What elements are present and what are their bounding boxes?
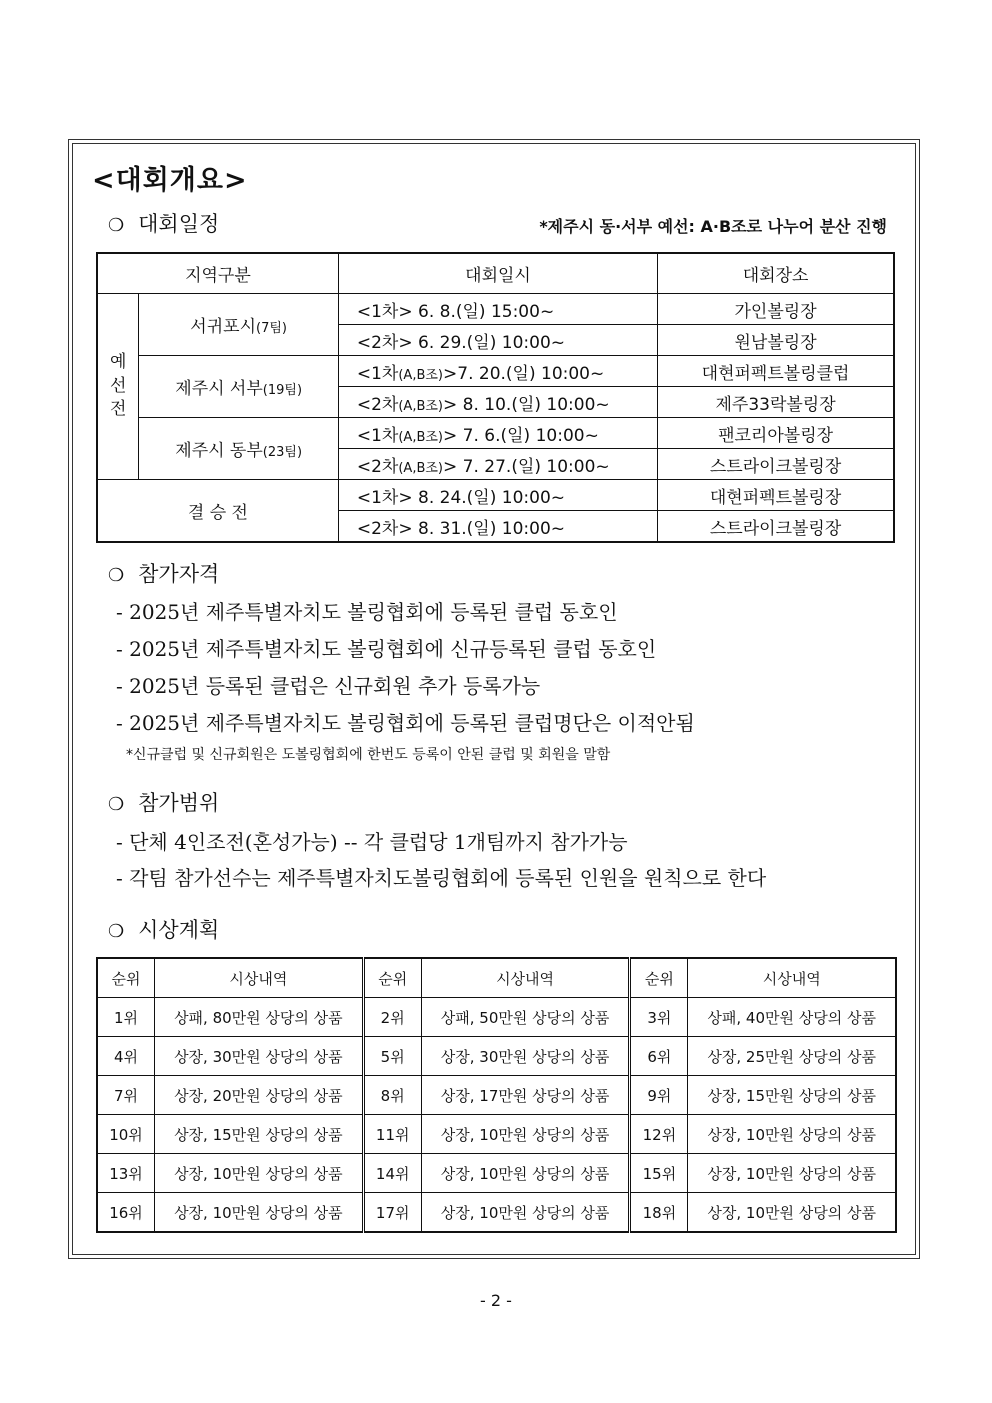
schedule-note: *제주시 동·서부 예선: A·B조로 나누어 분산 진행 [539,217,887,236]
section-schedule-label: 대회일정 [138,212,220,236]
round-date [338,511,657,543]
prize-description: 상장, 20만원 상당의 상품 [155,1076,364,1115]
round-datetime: >7. 20.(일) 10:00~ [443,363,605,384]
region-teams: (23팀) [262,445,303,460]
scope-item: - 각팀 참가선수는 제주특별자치도볼링협회에 등록된 인원을 원칙으로 한다 [116,866,767,890]
prize-rank: 1위 [97,998,155,1037]
prize-description: 상패, 80만원 상당의 상품 [155,998,364,1037]
table-row [97,1076,896,1115]
round-date [338,449,657,480]
page-title: <대회개요> [92,165,248,196]
prize-description: 상장, 15만원 상당의 상품 [155,1115,364,1154]
circle-bullet-icon: ❍ [108,215,125,236]
venue: 가인볼링장 [658,294,894,325]
section-awards [108,914,219,944]
prize-description: 상장, 25만원 상당의 상품 [688,1037,896,1076]
schedule-header-row [97,253,894,294]
prize-rank: 7위 [97,1076,155,1115]
region-name: 서귀포시 [190,317,256,337]
prize-rank: 18위 [630,1193,688,1233]
prize-rank: 5위 [363,1037,421,1076]
venue: 스트라이크볼링장 [658,449,894,480]
prize-description: 상장, 10만원 상당의 상품 [421,1193,630,1233]
prelim-char: 전 [109,399,127,420]
header-rank: 순위 [630,958,688,998]
circle-bullet-icon: ❍ [108,921,125,942]
section-schedule [108,208,219,238]
round-label: <2차 [356,456,399,477]
circle-bullet-icon: ❍ [108,794,125,815]
round-label: <1차 [356,425,399,446]
venue: 팬코리아볼링장 [658,418,894,449]
section-scope [108,787,219,817]
header-venue: 대회장소 [658,253,894,294]
prize-rank: 3위 [630,998,688,1037]
scope-item: - 단체 4인조전(혼성가능) -- 각 클럽당 1개팀까지 참가가능 [116,830,628,854]
prize-description: 상장, 10만원 상당의 상품 [688,1154,896,1193]
prize-rank: 8위 [363,1076,421,1115]
header-prize: 시상내역 [421,958,630,998]
prize-rank: 16위 [97,1193,155,1233]
region-jeju-west [139,356,338,418]
header-rank: 순위 [363,958,421,998]
round-label: <2차> [356,518,413,539]
prize-description: 상장, 10만원 상당의 상품 [421,1115,630,1154]
prize-description: 상장, 10만원 상당의 상품 [688,1193,896,1233]
round-datetime: > 7. 27.(일) 10:00~ [443,456,610,477]
eligibility-item: - 2025년 등록된 클럽은 신규회원 추가 등록가능 [116,674,541,698]
round-label: <1차> [356,301,413,322]
region-jeju-east [139,418,338,480]
prelim-char: 예 [109,351,127,372]
prize-description: 상장, 10만원 상당의 상품 [421,1154,630,1193]
prize-rank: 6위 [630,1037,688,1076]
round-date [338,387,657,418]
header-datetime: 대회일시 [338,253,657,294]
table-row [97,294,894,325]
round-date [338,418,657,449]
prize-rank: 14위 [363,1154,421,1193]
prize-description: 상장, 15만원 상당의 상품 [688,1076,896,1115]
venue: 제주33락볼링장 [658,387,894,418]
region-name: 제주시 동부 [175,441,263,461]
prize-rank: 10위 [97,1115,155,1154]
header-region: 지역구분 [97,253,338,294]
prize-description: 상장, 10만원 상당의 상품 [155,1193,364,1233]
prize-description: 상장, 17만원 상당의 상품 [421,1076,630,1115]
round-date [338,294,657,325]
region-teams: (7팀) [256,321,287,336]
venue: 대현퍼펙트볼링클럽 [658,356,894,387]
table-row [97,1154,896,1193]
prize-description: 상장, 30만원 상당의 상품 [421,1037,630,1076]
prize-rank: 2위 [363,998,421,1037]
prize-rank: 4위 [97,1037,155,1076]
header-prize: 시상내역 [155,958,364,998]
round-datetime: 6. 29.(일) 10:00~ [412,332,565,353]
table-row [97,480,894,511]
round-datetime: > 7. 6.(일) 10:00~ [443,425,599,446]
prize-rank: 17위 [363,1193,421,1233]
prize-description: 상패, 50만원 상당의 상품 [421,998,630,1037]
round-group: (A,B조) [398,429,444,445]
table-row [97,998,896,1037]
round-date [338,480,657,511]
prize-description: 상장, 10만원 상당의 상품 [688,1115,896,1154]
round-date [338,325,657,356]
eligibility-item: - 2025년 제주특별자치도 볼링협회에 등록된 클럽 동호인 [116,600,618,624]
eligibility-item: - 2025년 제주특별자치도 볼링협회에 신규등록된 클럽 동호인 [116,637,657,661]
section-scope-label: 참가범위 [138,791,220,815]
prize-rank: 15위 [630,1154,688,1193]
round-datetime: 8. 31.(일) 10:00~ [412,518,565,539]
circle-bullet-icon: ❍ [108,565,125,586]
prize-description: 상패, 40만원 상당의 상품 [688,998,896,1037]
venue: 원남볼링장 [658,325,894,356]
table-row [97,1037,896,1076]
prize-rank: 9위 [630,1076,688,1115]
round-group: (A,B조) [398,460,444,476]
round-date [338,356,657,387]
region-seogwipo [139,294,338,356]
round-datetime: > 8. 10.(일) 10:00~ [443,394,610,415]
prize-description: 상장, 10만원 상당의 상품 [155,1154,364,1193]
round-label: <2차> [356,332,413,353]
header-rank: 순위 [97,958,155,998]
region-teams: (19팀) [262,383,303,398]
round-label: <2차 [356,394,399,415]
schedule-table [96,252,895,543]
prize-header-row [97,958,896,998]
prize-rank: 13위 [97,1154,155,1193]
table-row [97,356,894,387]
venue: 스트라이크볼링장 [658,511,894,543]
round-label: <1차> [356,487,413,508]
venue: 대현퍼펙트볼링장 [658,480,894,511]
prize-description: 상장, 30만원 상당의 상품 [155,1037,364,1076]
table-row [97,418,894,449]
prize-rank: 11위 [363,1115,421,1154]
eligibility-item: - 2025년 제주특별자치도 볼링협회에 등록된 클럽명단은 이적안됨 [116,711,695,735]
prize-rank: 12위 [630,1115,688,1154]
header-prize: 시상내역 [688,958,896,998]
final-label: 결 승 전 [97,480,338,543]
page-number: - 2 - [480,1291,512,1310]
round-datetime: 6. 8.(일) 15:00~ [412,301,555,322]
round-label: <1차 [356,363,399,384]
section-eligibility-label: 참가자격 [138,562,220,586]
prelim-char: 선 [109,375,127,396]
prelim-label [97,294,139,480]
section-eligibility [108,558,219,588]
round-group: (A,B조) [398,367,444,383]
region-name: 제주시 서부 [175,379,263,399]
table-row [97,1193,896,1233]
round-datetime: 8. 24.(일) 10:00~ [412,487,565,508]
round-group: (A,B조) [398,398,444,414]
eligibility-footnote: *신규클럽 및 신규회원은 도볼링협회에 한번도 등록이 안된 클럽 및 회원을 말함 [126,747,611,763]
prize-table [96,957,897,1233]
section-awards-label: 시상계획 [138,918,220,942]
table-row [97,1115,896,1154]
